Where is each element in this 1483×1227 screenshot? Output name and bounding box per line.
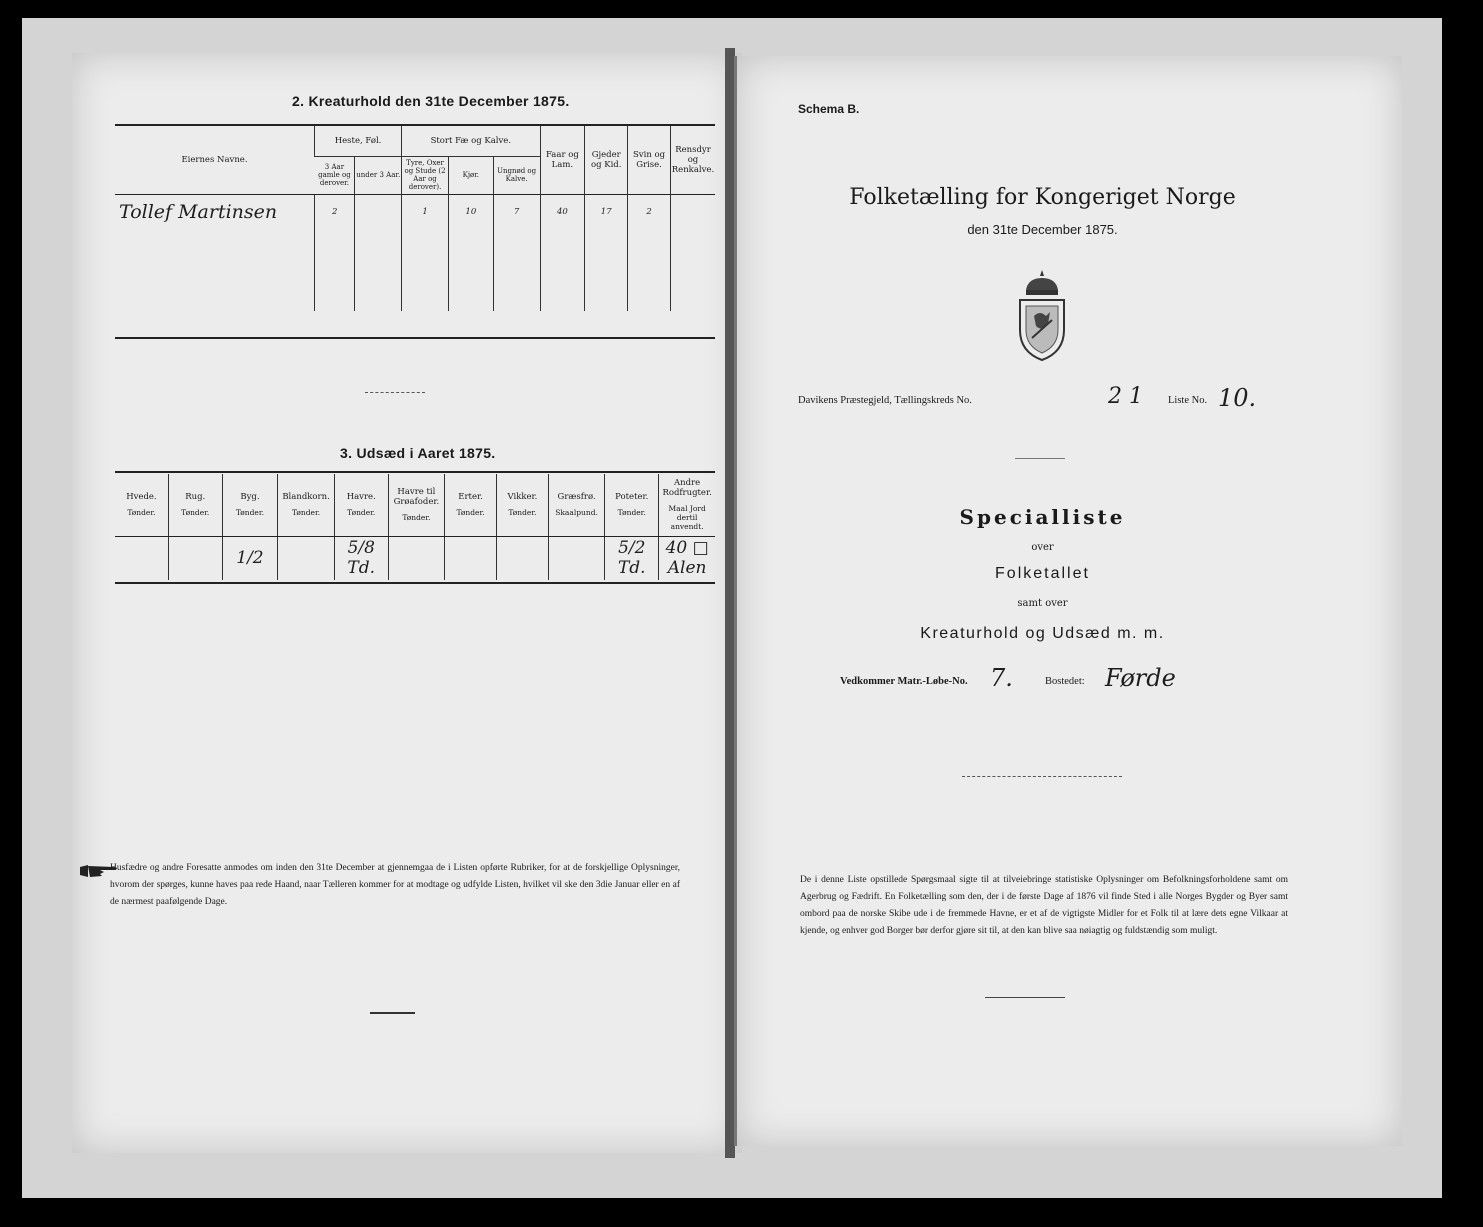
- seed-header-unit: Tønder.: [127, 508, 156, 518]
- seed-value-6: [445, 536, 497, 580]
- seed-header-name: Havre.: [346, 492, 376, 503]
- list-label: Liste No.: [1168, 395, 1208, 406]
- seed-header-name: Havre til Grøafoder.: [393, 487, 440, 508]
- pigs-value: 2: [628, 195, 671, 228]
- cattle-c-value: 7: [493, 195, 540, 228]
- seed-header-2: [222, 474, 278, 536]
- owner-header: Eiernes Navne.: [181, 154, 248, 165]
- seed-header-8: [548, 474, 604, 536]
- right-divider-1: [1015, 458, 1065, 459]
- seed-header-5: [388, 474, 445, 536]
- horses-b-header: under 3 Aar.: [355, 156, 402, 194]
- sheep-header: Faar og Lam.: [540, 126, 585, 194]
- seed-header-name: Erter.: [458, 492, 483, 503]
- table3-top-rule: [115, 471, 715, 473]
- table3-bottom-rule: [115, 582, 715, 584]
- bosted-label: Bostedet:: [1045, 676, 1085, 687]
- pigs-header: Svin og Grise.: [628, 126, 671, 194]
- census-date: den 31te December 1875.: [967, 222, 1118, 237]
- seed-header-name: Andre Rodfrugter.: [662, 478, 712, 499]
- seed-header-unit: Maal Jord dertil anvendt.: [668, 504, 706, 532]
- right-divider-3: [985, 997, 1065, 998]
- seed-header-name: Vikker.: [507, 492, 538, 503]
- bottom-divider: [370, 1012, 415, 1014]
- seed-header-unit: Skaalpund.: [555, 508, 598, 518]
- reindeer-value: [670, 195, 715, 228]
- seed-header-unit: Tønder.: [347, 508, 376, 518]
- seed-header-unit: Tønder.: [181, 508, 210, 518]
- sheep-value: 40: [540, 195, 585, 228]
- seed-value-4: 5/8 Td.: [334, 536, 388, 580]
- seed-value-5: [388, 536, 445, 580]
- folketallet-text: Folketallet: [995, 565, 1090, 582]
- intro-text: De i denne Liste opstillede Spørgsmaal sigte til at tilveiebringe statistiske Oplysninger om Befolkningsforholdene samt om Agerbrug og Fædrift. En Folketælling som den, der i de første Dage af 1876 vil finde Sted i alle Norges Bygder og Byer samt ombord paa de norske Skibe ude i de fremmede Havne, er et af de vigtigste Midler for et Folk til at lære dets egne Vilkaar at kjende, og enhver god Borger bør derfor gjøre sit til, at den kan blive saa nøiagtig og fuldstændig som muligt.: [800, 875, 1288, 936]
- horses-a-header: 3 Aar gamle og derover.: [318, 163, 351, 187]
- over-text-2: samt over: [1017, 598, 1068, 609]
- right-divider-2: [962, 776, 1122, 777]
- matr-label: Vedkommer Matr.-Løbe-No.: [840, 676, 968, 687]
- horses-b-value: [355, 195, 402, 228]
- seed-header-10: [659, 474, 715, 536]
- seed-header-0: [115, 474, 168, 536]
- seed-header-3: [278, 474, 335, 536]
- divider: [365, 392, 425, 393]
- seed-header-unit: Tønder.: [508, 508, 537, 518]
- table2-bottom-rule: [115, 337, 715, 339]
- cattle-b-header: Kjør.: [448, 156, 493, 194]
- schema-label: Schema B.: [798, 102, 860, 116]
- seed-value-1: [168, 536, 222, 580]
- seed-header-unit: Tønder.: [456, 508, 485, 518]
- parish-number: 2 1: [1108, 384, 1143, 409]
- section3-title: 3. Udsæd i Aaret 1875.: [340, 445, 496, 461]
- seed-value-9: 5/2 Td.: [605, 536, 659, 580]
- over-text-1: over: [1031, 542, 1054, 553]
- section2-title: 2. Kreaturhold den 31te December 1875.: [292, 93, 570, 109]
- seed-header-unit: Tønder.: [617, 508, 646, 518]
- seed-value-3: [278, 536, 335, 580]
- kreaturhold-text: Kreaturhold og Udsæd m. m.: [920, 625, 1165, 642]
- seed-header-4: [334, 474, 388, 536]
- parish-label: Davikens Præstegjeld, Tællingskreds No.: [798, 395, 972, 406]
- seed-header-6: [445, 474, 497, 536]
- notice-text: Husfædre og andre Foresatte anmodes om inden den 31te December at gjennemgaa de i Listen opførte Rubriker, for at de forskjellige Oplysninger, hvorom der spørges, kunne haves paa rede Haand, naar Tælleren kommer for at modtage og udfylde Listen, hvilket vil ske den 3die Januar eller en af de nærmest paafølgende Dage.: [110, 863, 680, 907]
- seed-value-0: [115, 536, 168, 580]
- seed-header-name: Rug.: [185, 492, 206, 503]
- seed-header-name: Græsfrø.: [557, 492, 596, 503]
- goats-header: Gjeder og Kid.: [585, 126, 628, 194]
- seed-header-unit: Tønder.: [235, 508, 265, 518]
- seed-value-7: [496, 536, 548, 580]
- coat-of-arms-icon: [1012, 268, 1072, 364]
- seed-header-unit: Tønder.: [402, 513, 431, 523]
- matr-number: 7.: [990, 664, 1013, 692]
- seed-value-2: 1/2: [222, 536, 278, 580]
- seed-header-name: Poteter.: [615, 492, 649, 503]
- seed-header-name: Hvede.: [126, 492, 157, 503]
- bosted-value: Førde: [1105, 664, 1176, 692]
- seed-header-9: [605, 474, 659, 536]
- seed-value-10: 40 □ Alen: [659, 536, 715, 580]
- goats-value: 17: [585, 195, 628, 228]
- specialliste-title: Specialliste: [959, 505, 1126, 529]
- cattle-a-header: Tyre, Oxer og Stude (2 Aar og derover).: [402, 156, 449, 194]
- seed-header-name: Byg.: [240, 492, 260, 503]
- seed-header-7: [496, 474, 548, 536]
- seed-header-name: Blandkorn.: [282, 492, 330, 503]
- cattle-a-value: 1: [402, 195, 449, 228]
- list-number: 10.: [1218, 384, 1257, 412]
- seed-header-unit: Tønder.: [291, 508, 321, 518]
- cattle-b-value: 10: [448, 195, 493, 228]
- reindeer-header: Rensdyr og Renkalve.: [670, 126, 715, 194]
- seed-value-8: [548, 536, 604, 580]
- cattle-header: Stort Fæ og Kalve.: [402, 126, 540, 156]
- cattle-c-header: Ungnød og Kalve.: [493, 156, 540, 194]
- seed-table: [115, 474, 715, 580]
- census-title: Folketælling for Kongeriget Norge: [849, 185, 1236, 210]
- horses-a-value: 2: [315, 195, 355, 228]
- owner-name: Tollef Martinsen: [119, 200, 278, 223]
- livestock-table: [115, 126, 715, 311]
- horses-header: Heste, Føl.: [315, 126, 402, 156]
- seed-header-1: [168, 474, 222, 536]
